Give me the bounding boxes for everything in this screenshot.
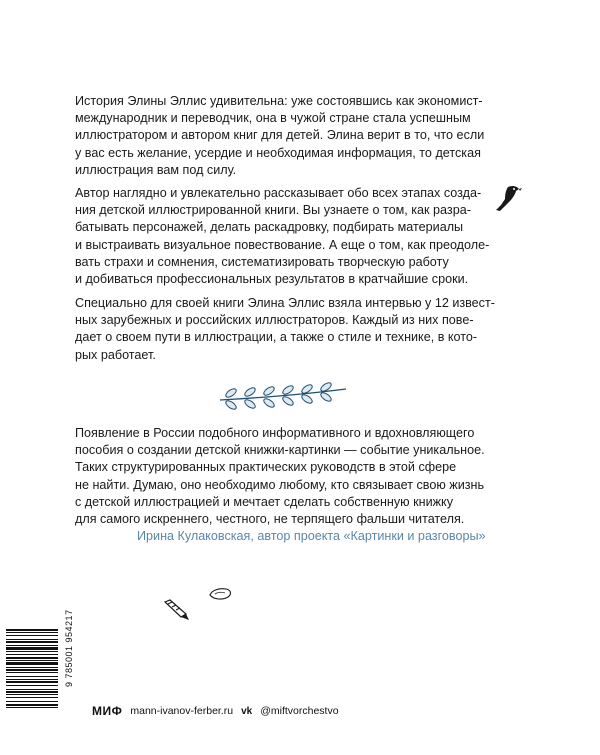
bird-sketch-illustration	[492, 183, 524, 219]
intro-paragraph	[75, 93, 484, 179]
barcode-bar	[6, 672, 58, 673]
barcode-bar	[6, 645, 58, 646]
barcode-bar	[6, 676, 58, 677]
text-line: История Элины Эллис удивительна: уже состоявшись как экономист-	[75, 94, 483, 108]
publisher-logo: МИФ	[92, 704, 123, 718]
text-line: Специально для своей книги Элина Эллис взяла интервью у 12 извест-	[75, 296, 495, 310]
vk-icon: vk	[241, 705, 253, 717]
barcode-bar	[6, 689, 58, 690]
review-quote	[75, 425, 485, 528]
text-line: у вас есть желание, усердие и необходимая информация, то детская	[75, 145, 481, 160]
isbn-barcode	[0, 627, 70, 750]
barcode-bar	[6, 701, 58, 702]
barcode-bar	[6, 641, 58, 643]
text-line: рых работает.	[75, 347, 156, 362]
barcode-bar	[6, 647, 58, 650]
barcode-bar	[6, 685, 58, 686]
text-line: для самого искреннего, честного, не терпящего фальши читателя.	[75, 512, 465, 527]
text-line: международник и переводчик, она в чужой стране стала успешным	[75, 111, 471, 126]
text-line: не найти. Думаю, оно необходимо любому, кто связывает свою жизнь	[75, 477, 485, 492]
text-line: иллюстратором и автором книг для детей. Элина верит в то, что если	[75, 128, 485, 143]
text-line: и добиваться профессиональных результатов в кратчайшие сроки.	[75, 272, 469, 287]
barcode-bar	[6, 662, 58, 665]
barcode-bar	[6, 651, 58, 652]
text-line: Таких структурированных практических руководств в этой сфере	[75, 460, 457, 475]
text-line: ния детской иллюстрированной книги. Вы узнаете о том, как разра-	[75, 203, 471, 218]
text-line: Автор наглядно и увлекательно рассказывает обо всех этапах созда-	[75, 186, 482, 200]
barcode-bar	[6, 697, 58, 698]
barcode-bar	[6, 660, 58, 661]
text-line: батывать персонажей, делать раскадровку, подбирать материалы	[75, 220, 464, 235]
publisher-footer	[92, 704, 339, 718]
text-line: с детской иллюстрацией и мечтает сделать собственную книжку	[75, 494, 453, 509]
text-line: Появление в России подобного информативного и вдохновляющего	[75, 426, 475, 440]
barcode-bar	[6, 657, 58, 659]
barcode-bar	[6, 679, 58, 680]
quote-attribution: Ирина Кулаковская, автор проекта «Картинки и разговоры»	[137, 529, 486, 543]
barcode-bar	[6, 669, 58, 671]
barcode-bar	[6, 654, 58, 655]
text-line: дает о своем пути в иллюстрации, а также о стиле и технике, в кото-	[75, 330, 478, 345]
text-line: пособия о создании детской книжки-картинки — событие уникальное.	[75, 443, 485, 458]
barcode-bar	[6, 667, 58, 668]
text-line: и выстраивать визуальное повествование. А еще о том, как преодоле-	[75, 237, 490, 252]
text-line: иллюстрация вам под силу.	[75, 162, 237, 177]
barcode-digits: 9 785001 954217	[64, 609, 74, 687]
text-line: ных зарубежных и российских иллюстраторов. Каждый из них пове-	[75, 313, 474, 328]
barcode-bar	[6, 629, 58, 631]
barcode-bar	[6, 691, 58, 693]
barcode-bar	[6, 639, 58, 640]
barcode-bar	[6, 704, 58, 706]
interviews-paragraph	[75, 295, 495, 364]
barcode-bar	[6, 694, 58, 695]
barcode-bar	[6, 632, 58, 633]
barcode-bar	[6, 681, 58, 683]
social-handle: @miftvorchestvo	[260, 705, 339, 717]
barcode-bar	[6, 707, 58, 708]
text-line: вать страхи и сомнения, систематизировать творческую работу	[75, 254, 449, 269]
barcode-bars	[0, 627, 70, 750]
crayon-sketch-illustration	[162, 598, 192, 622]
publisher-website: mann-ivanov-ferber.ru	[130, 705, 234, 717]
leaf-branch-ornament	[217, 382, 349, 410]
description-paragraph	[75, 185, 489, 288]
stone-sketch-illustration	[207, 586, 233, 602]
barcode-bar	[6, 635, 58, 636]
